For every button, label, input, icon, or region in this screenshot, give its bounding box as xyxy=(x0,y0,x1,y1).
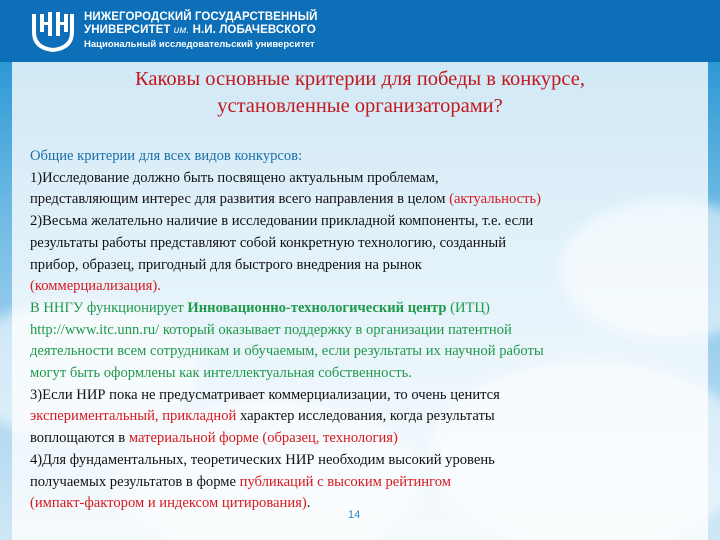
itc-line1 xyxy=(30,298,690,320)
criterion-4-red2: (импакт-фактором и индексом цитирования) xyxy=(30,495,307,512)
criterion-4-line2 xyxy=(30,472,690,494)
criterion-3-line2 xyxy=(30,406,690,428)
criterion-1-line2 xyxy=(30,189,690,211)
university-word: УНИВЕРСИТЕТ xyxy=(84,24,171,36)
itc-line4: могут быть оформлены как интеллектуальная собственность. xyxy=(30,365,412,382)
itc-name: Инновационно-технологический центр xyxy=(187,299,447,316)
criterion-2-line2: результаты работы представляют собой конкретную технологию, созданный xyxy=(30,234,506,251)
itc-prefix: В ННГУ функционирует xyxy=(30,299,188,316)
title-line1: Каковы основные критерии для победы в конкурсе, xyxy=(135,68,585,90)
criterion-3-red2: материальной форме (образец, технология) xyxy=(128,430,398,447)
criterion-3-red1: экспериментальный, прикладной xyxy=(30,408,237,425)
criterion-2-line3: прибор, образец, пригодный для быстрого внедрения на рынок xyxy=(30,256,422,273)
criterion-4-text: получаемых результатов в форме xyxy=(30,473,240,490)
slide-body xyxy=(30,146,690,515)
criterion-1-highlight: (актуальность) xyxy=(449,191,542,208)
criterion-3-line1: 3)Если НИР пока не предусматривает коммерциализации, то очень ценится xyxy=(30,386,500,403)
slide-title xyxy=(20,66,700,120)
university-lobachevsky: Н.И. ЛОБАЧЕВСКОГО xyxy=(192,24,316,36)
criterion-2-line1: 2)Весьма желательно наличие в исследовании прикладной компоненты, т.е. если xyxy=(30,213,534,230)
criterion-3-line3 xyxy=(30,428,690,450)
university-line3: Национальный исследовательский университет xyxy=(84,39,315,50)
itc-suffix: (ИТЦ) xyxy=(446,299,490,316)
criterion-1-text: представляющим интерес для развития всего направления в целом xyxy=(30,191,450,208)
criterion-1-line1: 1)Исследование должно быть посвящено актуальным проблемам, xyxy=(30,169,439,186)
university-line1: НИЖЕГОРОДСКИЙ ГОСУДАРСТВЕННЫЙ xyxy=(84,11,318,23)
criterion-3-text: воплощаются в xyxy=(30,430,129,447)
page-number: 14 xyxy=(348,509,361,521)
unn-logo-icon xyxy=(30,10,76,52)
itc-line2[interactable]: http://www.itc.unn.ru/ который оказывает поддержку в организации патентной xyxy=(30,321,512,338)
university-line2 xyxy=(84,24,317,37)
itc-line3: деятельности всем сотрудникам и обучаемым, если результаты их научной работы xyxy=(30,343,544,360)
header-bar xyxy=(0,0,720,62)
criterion-2-highlight: (коммерциализация). xyxy=(30,278,161,295)
criterion-4-red1: публикаций с высоким рейтингом xyxy=(239,473,451,490)
criterion-3-rest: характер исследования, когда результаты xyxy=(236,408,495,425)
criterion-4-line1: 4)Для фундаментальных, теоретических НИР необходим высокий уровень xyxy=(30,451,495,468)
criterion-4-end: . xyxy=(306,495,311,512)
university-im: им. xyxy=(173,25,190,36)
criteria-intro: Общие критерии для всех видов конкурсов: xyxy=(30,148,303,164)
title-line2: установленные организаторами? xyxy=(217,95,503,117)
university-name xyxy=(84,11,317,51)
